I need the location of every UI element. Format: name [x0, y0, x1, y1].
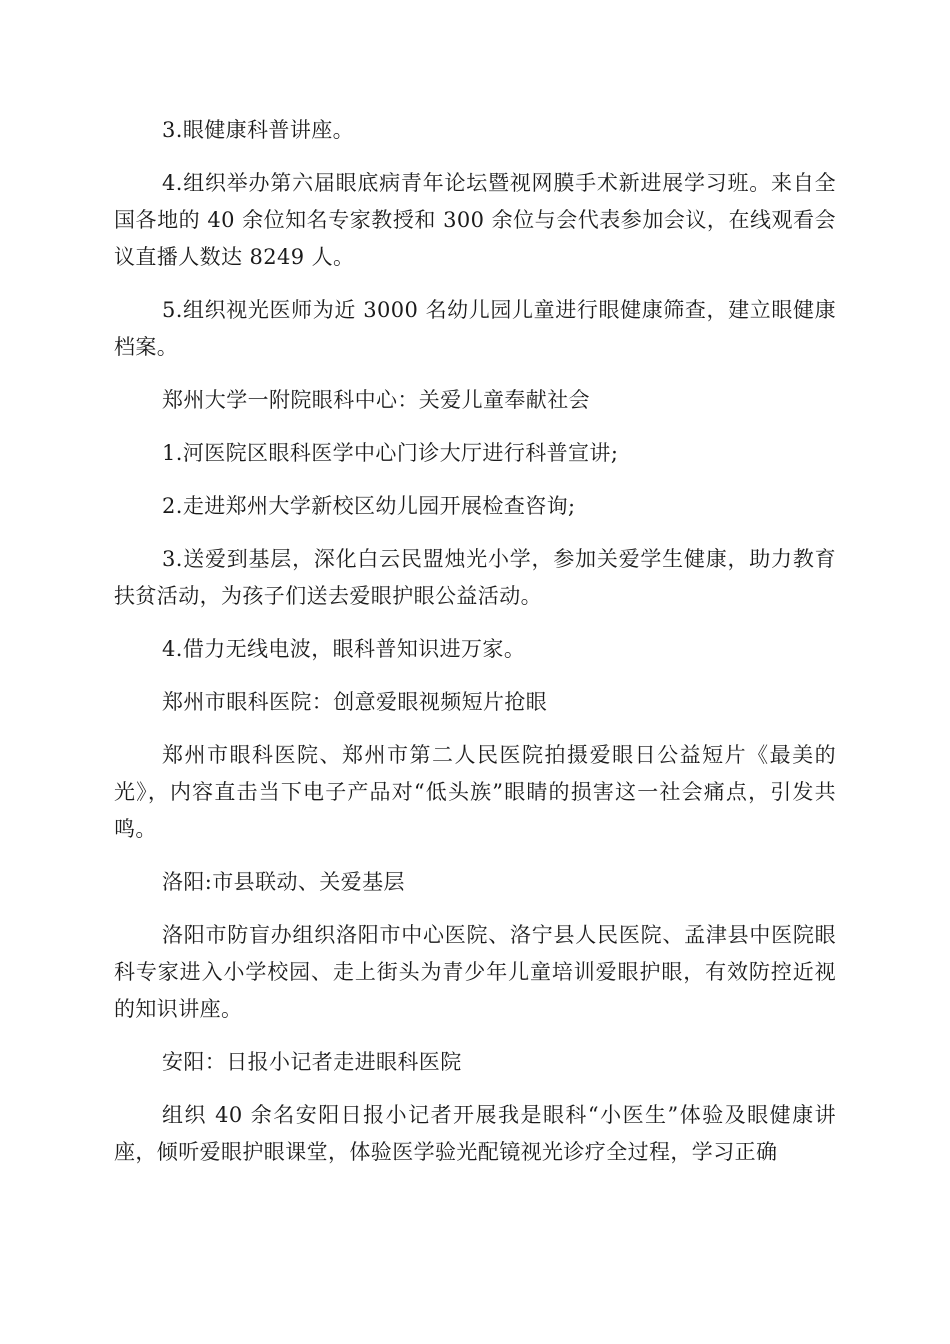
section-heading-zhengzhou-eye-hospital: 郑州市眼科医院：创意爱眼视频短片抢眼 [162, 690, 548, 714]
paragraph-radio-knowledge: 4.借力无线电波，眼科普知识进万家。 [162, 637, 526, 661]
document-body [114, 112, 836, 1187]
paragraph-grassroots-charity: 3.送爱到基层，深化白云民盟烛光小学，参加关爱学生健康，助力教育扶贫活动，为孩子们送去爱眼护眼公益活动。 [114, 547, 836, 608]
paragraph-hall-lecture: 1.河医院区眼科医学中心门诊大厅进行科普宣讲; [162, 441, 619, 465]
paragraph-luoyang-lecture: 洛阳市防盲办组织洛阳市中心医院、洛宁县人民医院、孟津县中医院眼科专家进入小学校园、走上街头为青少年儿童培训爱眼护眼，有效防控近视的知识讲座。 [114, 923, 836, 1021]
paragraph-kindergarten-consult: 2.走进郑州大学新校区幼儿园开展检查咨询; [162, 494, 576, 518]
paragraph-item-3-eye-lecture: 3.眼健康科普讲座。 [162, 118, 355, 142]
section-heading-luoyang: 洛阳:市县联动、关爱基层 [162, 870, 405, 894]
section-heading-zhengzhou-university: 郑州大学一附院眼科中心：关爱儿童奉献社会 [162, 388, 590, 412]
section-heading-anyang: 安阳：日报小记者走进眼科医院 [162, 1050, 462, 1074]
paragraph-anyang-reporters: 组织 40 余名安阳日报小记者开展我是眼科“小医生”体验及眼健康讲座，倾听爱眼护眼课堂，体验医学验光配镜视光诊疗全过程，学习正确 [114, 1103, 836, 1164]
paragraph-kindergarten-screening: 5.组织视光医师为近 3000 名幼儿园儿童进行眼健康筛查，建立眼健康档案。 [114, 298, 836, 359]
paragraph-youth-forum: 4.组织举办第六届眼底病青年论坛暨视网膜手术新进展学习班。来自全国各地的 40 余位知名专家教授和 300 余位与会代表参加会议，在线观看会议直播人数达 8249 人。 [114, 171, 836, 269]
paragraph-short-film: 郑州市眼科医院、郑州市第二人民医院拍摄爱眼日公益短片《最美的光》，内容直击当下电子产品对“低头族”眼睛的损害这一社会痛点，引发共鸣。 [114, 743, 836, 841]
